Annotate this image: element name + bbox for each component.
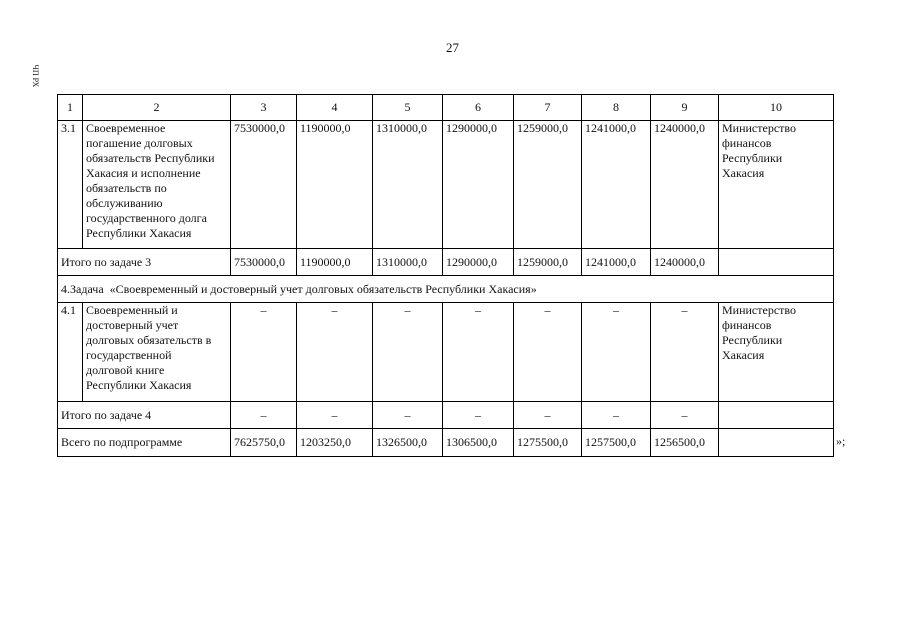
header-cell: 4 — [297, 95, 373, 121]
value-cell: 1256500,0 — [651, 429, 719, 457]
value-cell: – — [582, 402, 651, 429]
value-cell: 1240000,0 — [651, 249, 719, 276]
header-cell: 8 — [582, 95, 651, 121]
value-cell: – — [514, 402, 582, 429]
executor-cell-empty — [719, 402, 834, 429]
table-row — [58, 402, 834, 429]
closing-quote-mark: »; — [836, 434, 846, 448]
value-cell: 1241000,0 — [582, 121, 651, 249]
table-row — [58, 249, 834, 276]
header-cell: 9 — [651, 95, 719, 121]
header-cell: 7 — [514, 95, 582, 121]
value-cell: – — [443, 303, 514, 402]
executor-cell-empty — [719, 429, 834, 457]
header-cell: 6 — [443, 95, 514, 121]
value-cell: – — [582, 303, 651, 402]
row-number: 3.1 — [58, 121, 83, 249]
header-cell: 10 — [719, 95, 834, 121]
header-cell: 2 — [83, 95, 231, 121]
grand-total-label: Всего по подпрограмме — [58, 429, 231, 457]
value-cell: 1190000,0 — [297, 121, 373, 249]
value-cell: 1203250,0 — [297, 429, 373, 457]
value-cell: 1290000,0 — [443, 249, 514, 276]
value-cell: 7530000,0 — [231, 121, 297, 249]
value-cell: 1259000,0 — [514, 121, 582, 249]
header-cell: 3 — [231, 95, 297, 121]
table-row — [58, 429, 834, 457]
executor-cell-empty — [719, 249, 834, 276]
total-label: Итого по задаче 3 — [58, 249, 231, 276]
value-cell: – — [297, 402, 373, 429]
value-cell: 1241000,0 — [582, 249, 651, 276]
executor-cell: Министерство финансов Республики Хакасия — [719, 303, 834, 402]
value-cell: 1240000,0 — [651, 121, 719, 249]
executor-cell: Министерство финансов Республики Хакасия — [719, 121, 834, 249]
value-cell: 1190000,0 — [297, 249, 373, 276]
margin-mark: ЧП РХ — [31, 64, 40, 88]
value-cell: – — [297, 303, 373, 402]
table-header-row — [58, 95, 834, 121]
value-cell: – — [373, 402, 443, 429]
value-cell: – — [231, 402, 297, 429]
value-cell: 1310000,0 — [373, 249, 443, 276]
header-cell: 1 — [58, 95, 83, 121]
value-cell: – — [651, 402, 719, 429]
value-cell: – — [373, 303, 443, 402]
value-cell: 1310000,0 — [373, 121, 443, 249]
task-title: 4.Задача «Своевременный и достоверный учет долговых обязательств Республики Хакасия» — [58, 276, 834, 303]
value-cell: – — [651, 303, 719, 402]
value-cell: – — [514, 303, 582, 402]
row-number: 4.1 — [58, 303, 83, 402]
total-label: Итого по задаче 4 — [58, 402, 231, 429]
table-row — [58, 303, 834, 402]
page-number: 27 — [446, 40, 459, 55]
value-cell: 1326500,0 — [373, 429, 443, 457]
value-cell: 1257500,0 — [582, 429, 651, 457]
value-cell: 1259000,0 — [514, 249, 582, 276]
row-name: Своевременное погашение долговых обязательств Республики Хакасия и исполнение обязательств по обслуживанию государственного долга Республики Хакасия — [83, 121, 231, 249]
table-row — [58, 121, 834, 249]
value-cell: 1306500,0 — [443, 429, 514, 457]
value-cell: – — [443, 402, 514, 429]
table-row — [58, 276, 834, 303]
budget-table — [57, 94, 834, 457]
value-cell: 7530000,0 — [231, 249, 297, 276]
value-cell: – — [231, 303, 297, 402]
value-cell: 1290000,0 — [443, 121, 514, 249]
header-cell: 5 — [373, 95, 443, 121]
row-name: Своевременный и достоверный учет долговых обязательств в государственной долговой книге Республики Хакасия — [83, 303, 231, 402]
value-cell: 1275500,0 — [514, 429, 582, 457]
value-cell: 7625750,0 — [231, 429, 297, 457]
